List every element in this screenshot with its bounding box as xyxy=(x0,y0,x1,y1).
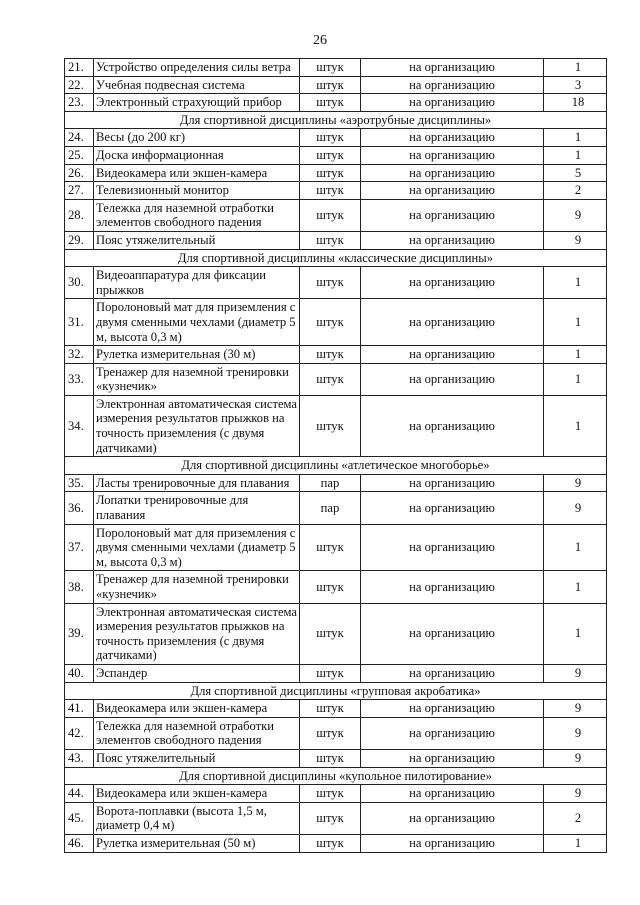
table-row xyxy=(65,700,607,718)
item-basis: на организацию xyxy=(361,395,544,456)
table-row xyxy=(65,346,607,364)
page-number: 26 xyxy=(313,33,327,48)
item-number: 44. xyxy=(65,785,94,803)
item-basis: на организацию xyxy=(361,231,544,249)
item-number: 39. xyxy=(65,603,94,664)
item-number: 34. xyxy=(65,395,94,456)
table-row xyxy=(65,146,607,164)
item-unit: штук xyxy=(300,717,361,749)
item-quantity: 1 xyxy=(544,834,607,852)
item-basis: на организацию xyxy=(361,571,544,603)
item-quantity: 9 xyxy=(544,717,607,749)
section-title: Для спортивной дисциплины «купольное пилотирование» xyxy=(65,767,607,785)
item-unit: штук xyxy=(300,299,361,346)
item-unit: штук xyxy=(300,346,361,364)
item-basis: на организацию xyxy=(361,603,544,664)
item-number: 35. xyxy=(65,474,94,492)
item-basis: на организацию xyxy=(361,182,544,200)
item-quantity: 1 xyxy=(544,571,607,603)
equipment-table-body xyxy=(65,59,607,853)
item-unit: штук xyxy=(300,94,361,112)
item-basis: на организацию xyxy=(361,785,544,803)
item-name: Рулетка измерительная (50 м) xyxy=(94,834,300,852)
item-basis: на организацию xyxy=(361,363,544,395)
item-name: Поролоновый мат для приземления с двумя сменными чехлами (диаметр 5 м, высота 0,3 м) xyxy=(94,524,300,571)
item-number: 31. xyxy=(65,299,94,346)
item-unit: штук xyxy=(300,164,361,182)
item-quantity: 9 xyxy=(544,749,607,767)
item-number: 45. xyxy=(65,802,94,834)
item-unit: штук xyxy=(300,267,361,299)
table-row xyxy=(65,717,607,749)
table-row xyxy=(65,94,607,112)
item-number: 36. xyxy=(65,492,94,524)
item-name: Поролоновый мат для приземления с двумя сменными чехлами (диаметр 5 м, высота 0,3 м) xyxy=(94,299,300,346)
item-number: 22. xyxy=(65,76,94,94)
item-unit: штук xyxy=(300,603,361,664)
item-quantity: 1 xyxy=(544,524,607,571)
item-name: Устройство определения силы ветра xyxy=(94,59,300,77)
item-name: Пояс утяжелительный xyxy=(94,231,300,249)
item-basis: на организацию xyxy=(361,94,544,112)
item-quantity: 1 xyxy=(544,363,607,395)
item-name: Учебная подвесная система xyxy=(94,76,300,94)
item-quantity: 9 xyxy=(544,474,607,492)
item-number: 40. xyxy=(65,664,94,682)
item-basis: на организацию xyxy=(361,267,544,299)
item-name: Весы (до 200 кг) xyxy=(94,129,300,147)
table-row xyxy=(65,182,607,200)
item-quantity: 1 xyxy=(544,346,607,364)
item-unit: штук xyxy=(300,571,361,603)
section-title: Для спортивной дисциплины «групповая акробатика» xyxy=(65,682,607,700)
item-name: Ворота-поплавки (высота 1,5 м, диаметр 0,4 м) xyxy=(94,802,300,834)
item-unit: штук xyxy=(300,834,361,852)
item-name: Доска информационная xyxy=(94,146,300,164)
item-unit: штук xyxy=(300,749,361,767)
item-quantity: 9 xyxy=(544,492,607,524)
item-name: Тележка для наземной отработки элементов свободного падения xyxy=(94,199,300,231)
item-name: Видеокамера или экшен-камера xyxy=(94,700,300,718)
item-basis: на организацию xyxy=(361,299,544,346)
item-number: 26. xyxy=(65,164,94,182)
item-number: 43. xyxy=(65,749,94,767)
item-number: 27. xyxy=(65,182,94,200)
item-quantity: 18 xyxy=(544,94,607,112)
table-row xyxy=(65,664,607,682)
item-quantity: 1 xyxy=(544,267,607,299)
item-unit: штук xyxy=(300,129,361,147)
item-quantity: 1 xyxy=(544,59,607,77)
item-quantity: 1 xyxy=(544,603,607,664)
item-quantity: 9 xyxy=(544,700,607,718)
item-quantity: 1 xyxy=(544,129,607,147)
table-row xyxy=(65,363,607,395)
item-quantity: 9 xyxy=(544,785,607,803)
item-name: Лопатки тренировочные для плавания xyxy=(94,492,300,524)
section-title: Для спортивной дисциплины «атлетическое многоборье» xyxy=(65,457,607,475)
item-number: 30. xyxy=(65,267,94,299)
item-quantity: 2 xyxy=(544,182,607,200)
table-row xyxy=(65,802,607,834)
item-basis: на организацию xyxy=(361,346,544,364)
item-basis: на организацию xyxy=(361,199,544,231)
table-row xyxy=(65,299,607,346)
table-row xyxy=(65,571,607,603)
equipment-table xyxy=(64,58,607,853)
section-header-row xyxy=(65,111,607,129)
item-basis: на организацию xyxy=(361,164,544,182)
item-number: 33. xyxy=(65,363,94,395)
item-basis: на организацию xyxy=(361,700,544,718)
table-row xyxy=(65,603,607,664)
item-basis: на организацию xyxy=(361,802,544,834)
item-quantity: 1 xyxy=(544,146,607,164)
section-title: Для спортивной дисциплины «классические дисциплины» xyxy=(65,249,607,267)
item-name: Рулетка измерительная (30 м) xyxy=(94,346,300,364)
item-name: Тележка для наземной отработки элементов свободного падения xyxy=(94,717,300,749)
item-unit: штук xyxy=(300,199,361,231)
item-unit: штук xyxy=(300,664,361,682)
item-basis: на организацию xyxy=(361,129,544,147)
item-number: 29. xyxy=(65,231,94,249)
item-basis: на организацию xyxy=(361,146,544,164)
item-quantity: 3 xyxy=(544,76,607,94)
item-unit: пар xyxy=(300,492,361,524)
table-row xyxy=(65,164,607,182)
item-basis: на организацию xyxy=(361,524,544,571)
table-row xyxy=(65,785,607,803)
item-basis: на организацию xyxy=(361,59,544,77)
item-number: 21. xyxy=(65,59,94,77)
table-row xyxy=(65,59,607,77)
item-number: 42. xyxy=(65,717,94,749)
item-quantity: 5 xyxy=(544,164,607,182)
item-name: Телевизионный монитор xyxy=(94,182,300,200)
item-number: 38. xyxy=(65,571,94,603)
table-row xyxy=(65,199,607,231)
item-number: 24. xyxy=(65,129,94,147)
item-quantity: 1 xyxy=(544,395,607,456)
item-name: Эспандер xyxy=(94,664,300,682)
table-row xyxy=(65,267,607,299)
item-basis: на организацию xyxy=(361,76,544,94)
item-unit: штук xyxy=(300,785,361,803)
item-unit: пар xyxy=(300,474,361,492)
item-name: Электронная автоматическая система измерения результатов прыжков на точность приземления (с двумя датчиками) xyxy=(94,395,300,456)
table-row xyxy=(65,231,607,249)
item-number: 46. xyxy=(65,834,94,852)
item-name: Ласты тренировочные для плавания xyxy=(94,474,300,492)
table-row xyxy=(65,749,607,767)
item-name: Тренажер для наземной тренировки «кузнечик» xyxy=(94,363,300,395)
table-row xyxy=(65,76,607,94)
section-header-row xyxy=(65,767,607,785)
item-name: Электронный страхующий прибор xyxy=(94,94,300,112)
item-name: Видеокамера или экшен-камера xyxy=(94,785,300,803)
item-unit: штук xyxy=(300,231,361,249)
item-name: Пояс утяжелительный xyxy=(94,749,300,767)
item-number: 32. xyxy=(65,346,94,364)
item-basis: на организацию xyxy=(361,717,544,749)
item-number: 23. xyxy=(65,94,94,112)
item-number: 25. xyxy=(65,146,94,164)
table-row xyxy=(65,129,607,147)
item-basis: на организацию xyxy=(361,492,544,524)
table-row xyxy=(65,474,607,492)
table-row xyxy=(65,492,607,524)
item-unit: штук xyxy=(300,76,361,94)
item-quantity: 2 xyxy=(544,802,607,834)
table-row xyxy=(65,395,607,456)
item-basis: на организацию xyxy=(361,749,544,767)
item-name: Видеоаппаратура для фиксации прыжков xyxy=(94,267,300,299)
item-name: Тренажер для наземной тренировки «кузнечик» xyxy=(94,571,300,603)
item-unit: штук xyxy=(300,59,361,77)
item-unit: штук xyxy=(300,802,361,834)
item-unit: штук xyxy=(300,524,361,571)
item-basis: на организацию xyxy=(361,834,544,852)
item-quantity: 9 xyxy=(544,664,607,682)
item-unit: штук xyxy=(300,395,361,456)
item-unit: штук xyxy=(300,182,361,200)
item-name: Видеокамера или экшен-камера xyxy=(94,164,300,182)
item-number: 41. xyxy=(65,700,94,718)
table-row xyxy=(65,834,607,852)
section-header-row xyxy=(65,249,607,267)
item-unit: штук xyxy=(300,363,361,395)
item-basis: на организацию xyxy=(361,474,544,492)
item-unit: штук xyxy=(300,700,361,718)
item-number: 37. xyxy=(65,524,94,571)
item-basis: на организацию xyxy=(361,664,544,682)
item-quantity: 9 xyxy=(544,199,607,231)
section-title: Для спортивной дисциплины «аэротрубные дисциплины» xyxy=(65,111,607,129)
table-row xyxy=(65,524,607,571)
item-quantity: 1 xyxy=(544,299,607,346)
section-header-row xyxy=(65,457,607,475)
item-number: 28. xyxy=(65,199,94,231)
item-quantity: 9 xyxy=(544,231,607,249)
item-unit: штук xyxy=(300,146,361,164)
item-name: Электронная автоматическая система измерения результатов прыжков на точность приземления (с двумя датчиками) xyxy=(94,603,300,664)
section-header-row xyxy=(65,682,607,700)
